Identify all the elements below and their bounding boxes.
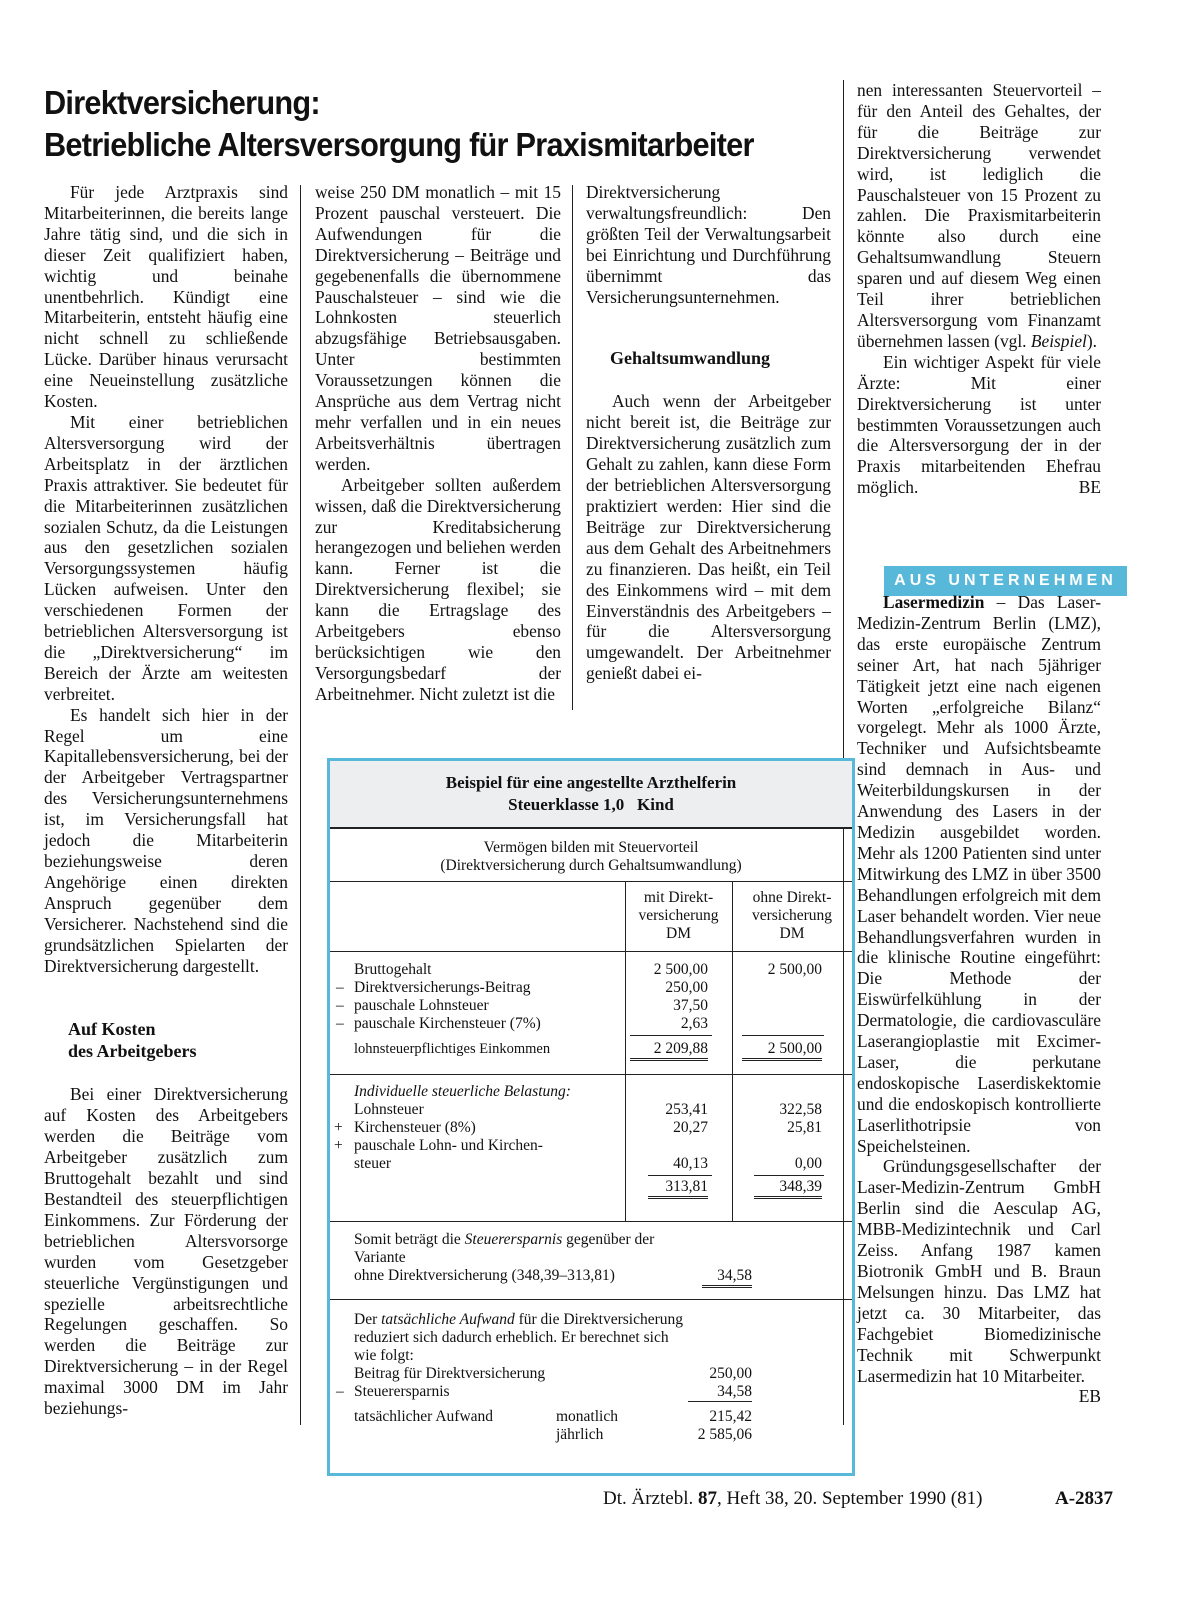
row-label: steuer [354,1155,392,1172]
value: 253,41 [665,1101,708,1118]
paragraph: Auch wenn der Arbeitgeber nicht bereit ist, die Beiträge zur Direktversicherung zusätzlich zum Gehalt zu zahlen, kann diese Form der betrieblichen Altersversorgung praktiziert werden: Hier sind die Beiträge zur Direktversicherung aus dem Gehalt des Arbeitnehmers zu finanzieren. Das heißt, ein Teil des Einkommens wird – mit dem Einverständnis des Arbeitgebers – für die Altersversorgung umgewandelt. Der Arbeitnehmer genießt dabei ei- [586,391,831,684]
savings-text: Somit beträgt die Steuerersparnis gegenüber der [354,1231,655,1248]
divider [330,1074,852,1075]
total-value: 348,39 [754,1178,822,1199]
sum-line [630,1035,712,1036]
value: 2 500,00 [653,961,708,978]
sum-line [648,1175,712,1176]
author-signature: BE [1078,477,1101,498]
sum-line [754,1175,824,1176]
effort-text: reduziert sich dadurch erheblich. Er berechnet sich [354,1329,669,1346]
value: 2,63 [680,1015,708,1032]
value: 2 500,00 [767,961,822,978]
value: 2 500,00 [742,1040,822,1061]
row-label: Kirchensteuer (8%) [354,1119,476,1136]
news-column [857,592,1101,1407]
divider [330,1299,852,1300]
example-box [327,758,855,1476]
savings-value: 34,58 [702,1267,752,1288]
value: 250,00 [665,979,708,996]
savings-text: Variante [354,1249,406,1266]
column-header: mit Direkt- versicherung DM [638,889,719,942]
period-label: jährlich [556,1426,604,1443]
paragraph: Bei einer Direktversicherung auf Kosten des Arbeitgebers werden die Beiträge vom Arbeitgeber zusätzlich zum Bruttogehalt bezahlt und sind Bestandteil des steuerpflichtigen Einkommens. Zur Förderung der betrieblichen Altersvorsorge wurden vom Gesetzgeber steuerliche Vergünstigungen und spezielle arbeitsrechtliche Regelungen geschaffen. So werden die Beiträge zur Direktversicherung – in der Regel maximal 3000 DM im Jahr beziehungs- [44,1084,288,1419]
row-label: Steuerersparnis [354,1383,450,1400]
section-badge: AUS UNTERNEHMEN [884,566,1127,596]
row-label: lohnsteuerpflichtiges Einkommen [354,1041,551,1057]
column-2 [315,182,561,705]
subheading: Auf Kosten des Arbeitgebers [68,1019,197,1062]
value: 2 209,88 [630,1040,708,1061]
sign: – [336,997,344,1014]
column-header: ohne Direkt- versicherung DM [751,889,833,942]
paragraph: Arbeitgeber sollten außerdem wissen, daß die Direktversicherung zur Kreditabsicherung herangezogen und beliehen werden kann. Ferner ist die Direktversicherung flexibel; sie kann die Ertragslage des Arbeitgebers ebenso berücksichtigen wie den Versorgungsbedarf der Arbeitnehmer. Nicht zuletzt ist die [315,474,561,704]
subheading: Gehaltsumwandlung [610,348,771,369]
value: 25,81 [787,1119,822,1136]
value: 250,00 [709,1365,752,1382]
paragraph: Gründungsgesellschafter der Laser-Medizin-Zentrum GmbH Berlin sind die Aesculap AG, MBB-Medizintechnik und Carl Zeiss. Anfang 1987 kamen Biotronik GmbH und B. Braun Melsungen hinzu. Das LMZ hat jetzt ca. 30 Mitarbeiter, das Fachgebiet Biomedizinische Technik mit Schwerpunkt Lasermedizin hat 10 Mitarbeiter. EB [857,1156,1101,1407]
paragraph: nen interessanten Steuervorteil – für den Anteil des Gehaltes, der für die Beiträge zur Direktversicherung verwendet wird, ist lediglich die Pauschalsteuer von 15 Prozent zu zahlen. Die Praxismitarbeiterin könnte also durch eine Gehaltsumwandlung Steuern sparen und auf diesem Weg einen Teil ihrer betrieblichen Altersversorgung vom Finanzamt übernehmen lassen (vgl. Beispiel). [857,80,1101,351]
row-label: Lohnsteuer [354,1101,424,1118]
value: 215,42 [709,1408,752,1425]
row-label: Beitrag für Direktversicherung [354,1365,546,1382]
value: 40,13 [673,1155,708,1172]
row-label: Bruttogehalt [354,961,432,978]
title-line-1: Direktversicherung: [44,84,320,121]
paragraph: Mit einer betrieblichen Altersversorgung wird der Arbeitsplatz in der ärztlichen Praxis attraktiver. Sie bedeutet für die Mitarbeiterinnen zusätzlichen sozialen Schutz, da die Leistungen aus den gesetzlichen sozialen Versorgungssystemen häufig Lücken aufweisen. Unter den verschiedenen Formen der betrieblichen Altersversorgung ist die „Direktversicherung“ im Bereich der Ärzte am weitesten verbreitet. [44,411,288,704]
divider [330,881,852,882]
column-rule [300,185,301,1425]
sign: + [334,1137,343,1154]
box-subtitle: Vermögen bilden mit Steuervorteil [483,839,699,856]
box-subtitle: (Direktversicherung durch Gehaltsumwandlung) [440,857,742,874]
paragraph: Für jede Arztpraxis sind Mitarbeiterinnen, die bereits lange Jahre tätig sind, und die sich in dieser Zeit qualifiziert haben, wichtig und beinahe unentbehrlich. Kündigt eine Mitarbeiterin, entsteht häufig eine nicht schnell zu schließende Lücke. Darüber hinaus verursacht eine Neueinstellung zusätzliche Kosten. [44,182,288,412]
paragraph: Lasermedizin – Das Laser-Medizin-Zentrum Berlin (LMZ), das erste europäische Zentrum seiner Art, hat nach 5jähriger Tätigkeit jetzt eine nach eigenen Worten „erfolgreiche Bilanz“ vorgelegt. Mehr als 1000 Ärzte, Techniker und Aufsichtsbeamte sind demnach in Aus- und Weiterbildungskursen in der Anwendung des Lasers in der Medizin ausgebildet worden. Mehr als 1200 Patienten sind unter Mitwirkung des LMZ in über 3500 Behandlungen erfolgreich mit dem Laser behandelt worden. Vier neue Behandlungsverfahren wurden in die klinische Routine eingeführt: Die Methode der Eiswürfelkühlung in der Dermatologie, die cardiovasculäre Laserangioplastie mit Excimer-Laser, die perkutane endoskopische Laserdiskektomie und die endoskopisch kontrollierte Laserlithotripsie von Speichelsteinen. [857,592,1101,1156]
value: 37,50 [673,997,708,1014]
row-label: pauschale Kirchensteuer (7%) [354,1015,541,1032]
title-line-2: Betriebliche Altersversorgung für Praxismitarbeiter [44,126,754,163]
effort-text: Der tatsächliche Aufwand für die Direktversicherung [354,1311,684,1328]
value: 322,58 [779,1101,822,1118]
sign: – [336,979,344,996]
sign: + [334,1119,343,1136]
section-heading: Individuelle steuerliche Belastung: [354,1083,571,1100]
row-label: tatsächlicher Aufwand [354,1408,494,1425]
column-1 [44,182,288,1419]
column-3 [586,182,831,684]
paragraph: Ein wichtiger Aspekt für viele Ärzte: Mit einer Direktversicherung ist unter bestimmten Voraussetzungen auch die Altersversorgung der in der Praxis mitarbeitenden Ehefrau möglich. BE [857,351,1101,498]
savings-text: ohne Direktversicherung (348,39–313,81) [354,1267,615,1284]
article-title [44,82,788,166]
row-label: Direktversicherungs-Beitrag [354,979,531,996]
effort-text: wie folgt: [354,1347,414,1364]
value: 20,27 [673,1119,708,1136]
column-rule [572,185,573,710]
paragraph: Direktversicherung verwaltungsfreundlich: Den größten Teil der Verwaltungsarbeit bei Einrichtung und Durchführung übernimmt das Versicherungsunternehmen. [586,182,831,307]
value: 2 585,06 [697,1426,752,1443]
example-box-header: Beispiel für eine angestellte Arzthelferin Steuerklasse 1,0 Kind [330,761,852,829]
paragraph: Es handelt sich hier in der Regel um eine Kapitallebensversicherung, bei der der Arbeitgeber Vertragspartner des Versicherungsunternehmens ist, im Versicherungsfall hat jedoch die Mitarbeiterin beziehungsweise deren Angehörige einen direkten Anspruch gegenüber dem Versicherer. Nachstehend sind die grundsätzlichen Spielarten der Direktversicherung dargestellt. [44,704,288,976]
divider [330,951,852,952]
value: 0,00 [794,1155,822,1172]
sign: – [336,1015,344,1032]
author-signature: EB [1078,1386,1101,1407]
period-label: monatlich [556,1408,618,1425]
column-4 [857,80,1101,498]
row-label: pauschale Lohnsteuer [354,997,489,1014]
footer-citation: Dt. Ärztebl. 87, Heft 38, 20. September 1990 (81) [603,1488,983,1509]
value: 34,58 [688,1383,752,1402]
page-number: A-2837 [1055,1488,1114,1509]
sum-line [742,1035,824,1036]
row-label: pauschale Lohn- und Kirchen- [354,1137,543,1154]
divider [330,1221,852,1222]
total-value: 313,81 [648,1178,708,1199]
paragraph: weise 250 DM monatlich – mit 15 Prozent pauschal versteuert. Die Aufwendungen für die Direktversicherung – Beiträge und gegebenenfalls die übernommene Pauschalsteuer – sind wie die Lohnkosten steuerlich abzugsfähige Betriebsausgaben. Unter bestimmten Voraussetzungen können die Ansprüche aus dem Vertrag nicht mehr verfallen und in ein neues Arbeitsverhältnis übertragen werden. [315,182,561,474]
sign: – [336,1383,344,1400]
